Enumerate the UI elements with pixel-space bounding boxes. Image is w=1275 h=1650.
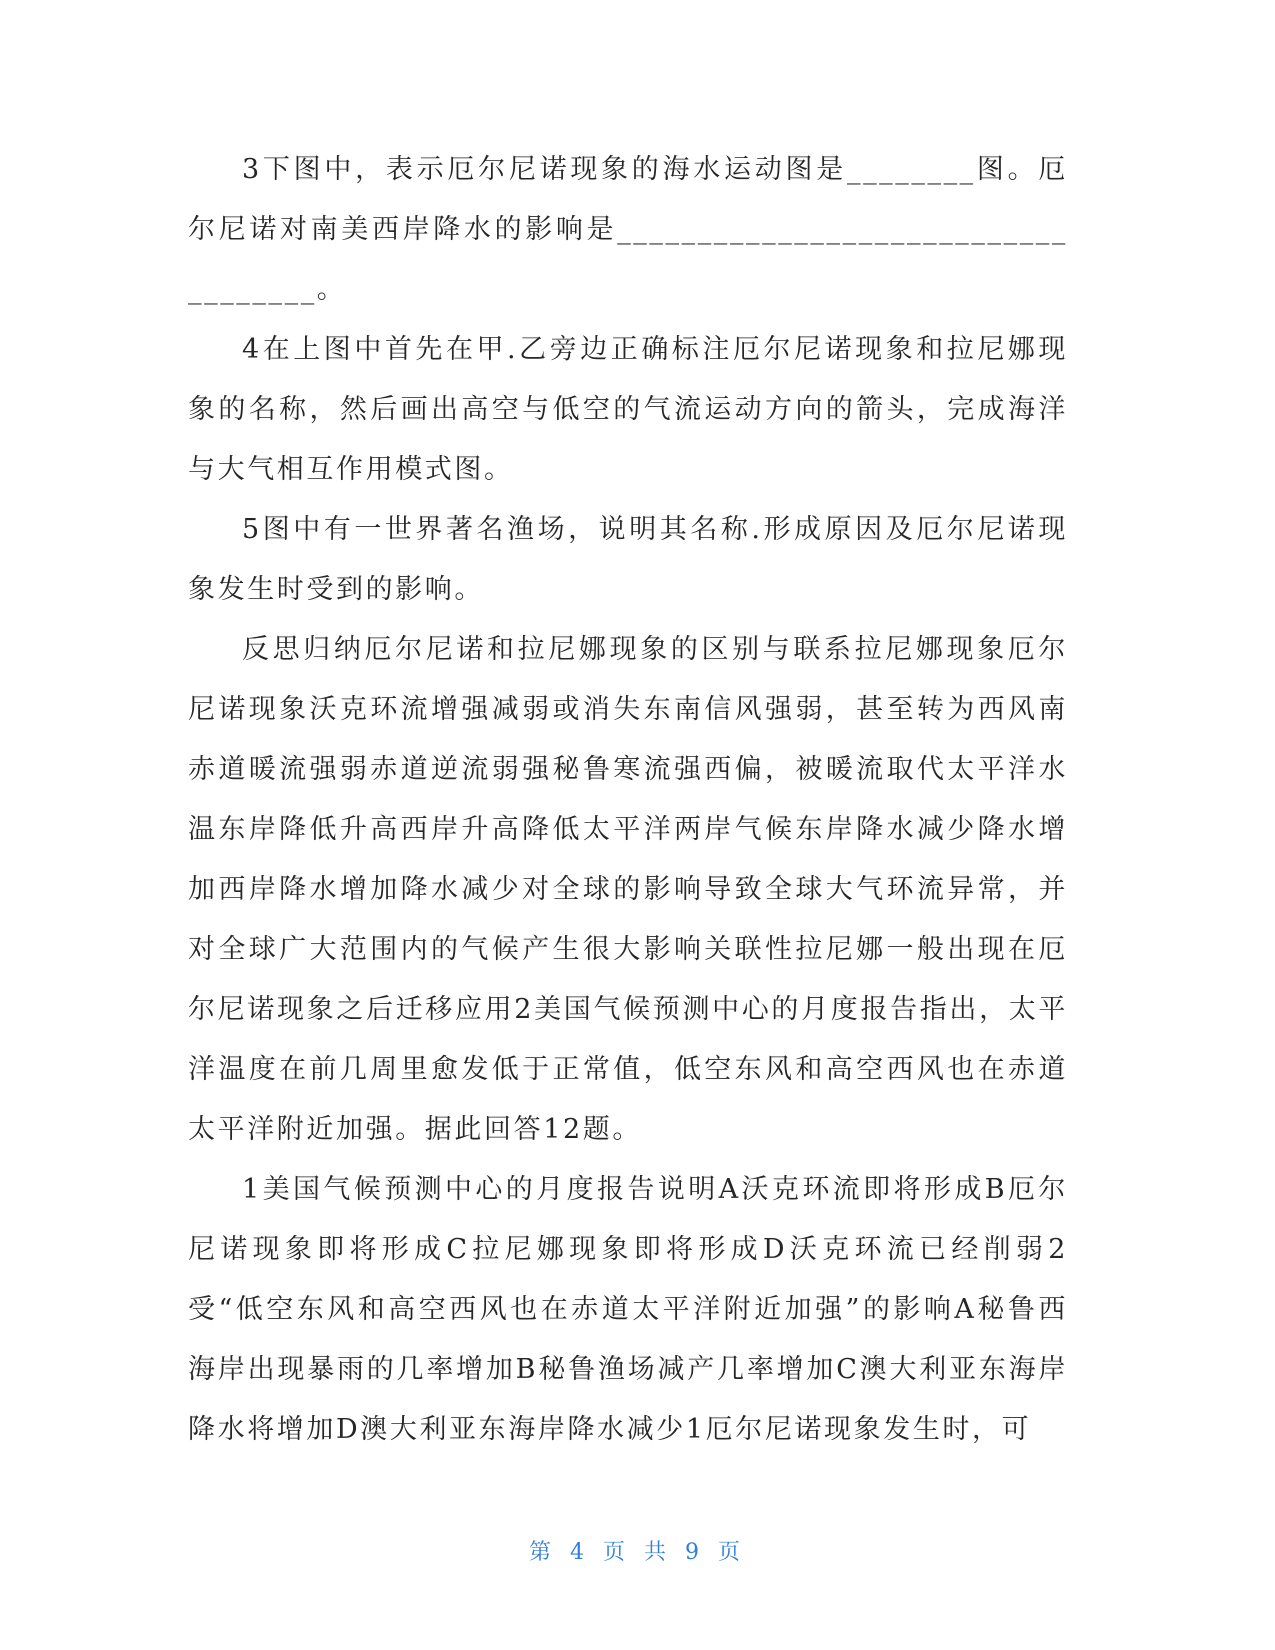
paragraph-question-3: 3下图中，表示厄尔尼诺现象的海水运动图是________图。厄尔尼诺对南美西岸降水的影响是____________________________________。 [188, 154, 1068, 305]
page-number-footer: 第 4 页 共 9 页 [529, 1540, 746, 1565]
paragraph-question-4: 4在上图中首先在甲.乙旁边正确标注厄尔尼诺现象和拉尼娜现象的名称，然后画出高空与低空的气流运动方向的箭头，完成海洋与大气相互作用模式图。 [188, 334, 1068, 485]
paragraph-application-questions: 1美国气候预测中心的月度报告说明A沃克环流即将形成B厄尔尼诺现象即将形成C拉尼娜现象即将形成D沃克环流已经削弱2受“低空东风和高空西风也在赤道太平洋附近加强”的影响A秘鲁西海岸出现暴雨的几率增加B秘鲁渔场减产几率增加C澳大利亚东海岸降水将增加D澳大利亚东海岸降水减少1厄尔尼诺现象发生时，可 [188, 1174, 1068, 1445]
paragraph-reflection: 反思归纳厄尔尼诺和拉尼娜现象的区别与联系拉尼娜现象厄尔尼诺现象沃克环流增强减弱或消失东南信风强弱，甚至转为西风南赤道暖流强弱赤道逆流弱强秘鲁寒流强西偏，被暖流取代太平洋水温东岸降低升高西岸升高降低太平洋两岸气候东岸降水减少降水增加西岸降水增加降水减少对全球的影响导致全球大气环流异常，并对全球广大范围内的气候产生很大影响关联性拉尼娜一般出现在厄尔尼诺现象之后迁移应用2美国气候预测中心的月度报告指出，太平洋温度在前几周里愈发低于正常值，低空东风和高空西风也在赤道太平洋附近加强。据此回答12题。 [188, 634, 1068, 1145]
paragraph-question-5: 5图中有一世界著名渔场，说明其名称.形成原因及厄尔尼诺现象发生时受到的影响。 [188, 514, 1068, 605]
document-body [188, 140, 1068, 1460]
